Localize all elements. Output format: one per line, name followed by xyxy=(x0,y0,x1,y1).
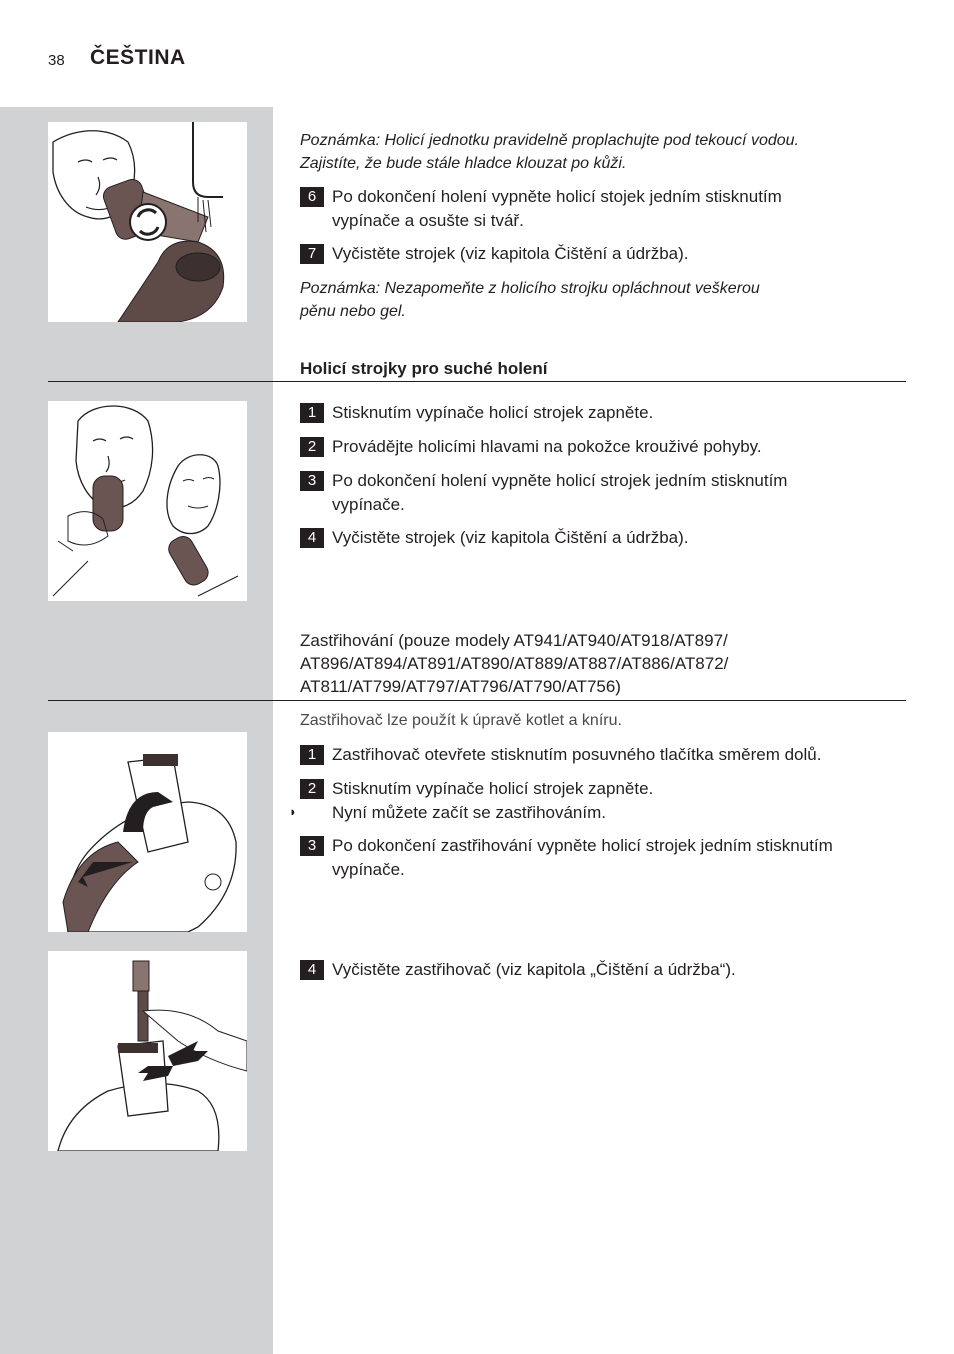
trim-step-3 xyxy=(300,834,833,882)
page-number: 38 xyxy=(48,52,65,69)
heading-line: AT811/AT799/AT797/AT796/AT790/AT756) xyxy=(300,677,621,696)
dry-shave-illustration xyxy=(48,401,247,601)
step-number: 2 xyxy=(300,779,324,799)
divider xyxy=(48,700,906,701)
step-6 xyxy=(300,185,782,233)
step-7 xyxy=(300,242,689,266)
heading-line: AT896/AT894/AT891/AT890/AT889/AT887/AT886/AT872/ xyxy=(300,654,729,673)
step-text: Vyčistěte strojek (viz kapitola Čištění a údržba). xyxy=(332,244,689,263)
step-number: 1 xyxy=(300,403,324,423)
step-number: 1 xyxy=(300,745,324,765)
trim-step-2 xyxy=(300,777,653,825)
trimmer-open-illustration xyxy=(48,732,247,932)
rinse-illustration xyxy=(48,122,247,322)
note-line: Zajistíte, že bude stále hladce klouzat po kůži. xyxy=(300,155,627,172)
section-heading-dry: Holicí strojky pro suché holení xyxy=(300,359,548,378)
step-number: 2 xyxy=(300,437,324,457)
step-number: 7 xyxy=(300,244,324,264)
trimmer-intro: Zastřihovač lze použít k úpravě kotlet a kníru. xyxy=(300,712,622,729)
step-text: Stisknutím vypínače holicí strojek zapněte. xyxy=(332,779,654,798)
step-text: vypínače. xyxy=(332,860,405,879)
heading-line: Zastřihování (pouze modely AT941/AT940/AT918/AT897/ xyxy=(300,631,728,650)
step-text: Vyčistěte strojek (viz kapitola Čištění a údržba). xyxy=(332,528,689,547)
step-number: 3 xyxy=(300,836,324,856)
step-text: Po dokončení holení vypněte holicí stojek jedním stisknutím xyxy=(332,187,782,206)
step-number: 6 xyxy=(300,187,324,207)
note-line: Poznámka: Nezapomeňte z holicího strojku opláchnout veškerou xyxy=(300,280,760,297)
step-4 xyxy=(300,526,689,550)
step-text: Stisknutím vypínače holicí strojek zapněte. xyxy=(332,403,654,422)
result-bullet-icon: ◗ xyxy=(289,804,297,819)
note-rinse xyxy=(300,129,799,175)
image-pointer xyxy=(248,739,272,763)
note-foam xyxy=(300,277,760,323)
section-heading-trim xyxy=(300,629,728,698)
step-number: 4 xyxy=(300,528,324,548)
divider xyxy=(48,381,906,382)
language-title: ČEŠTINA xyxy=(90,46,186,69)
step-3 xyxy=(300,469,787,517)
step-text: Zastřihovač otevřete stisknutím posuvného tlačítka směrem dolů. xyxy=(332,745,822,764)
image-pointer xyxy=(248,436,272,460)
step-1 xyxy=(300,401,653,425)
trim-step-1 xyxy=(300,743,821,767)
step-text: Provádějte holicími hlavami na pokožce krouživé pohyby. xyxy=(332,437,762,456)
trimmer-clean-illustration xyxy=(48,951,247,1151)
image-pointer xyxy=(248,130,272,154)
trim-step-4 xyxy=(300,958,736,982)
note-line: pěnu nebo gel. xyxy=(300,303,406,320)
step-text: Po dokončení holení vypněte holicí strojek jedním stisknutím xyxy=(332,471,788,490)
step-text: vypínače. xyxy=(332,495,405,514)
step-text: Vyčistěte zastřihovač (viz kapitola „Čištění a údržba“). xyxy=(332,960,736,979)
step-result-text: Nyní můžete začít se zastřihováním. xyxy=(332,803,606,822)
step-number: 4 xyxy=(300,960,324,980)
step-2 xyxy=(300,435,762,459)
step-number: 3 xyxy=(300,471,324,491)
image-pointer xyxy=(248,958,272,982)
note-line: Poznámka: Holicí jednotku pravidelně proplachujte pod tekoucí vodou. xyxy=(300,132,799,149)
step-text: vypínače a osušte si tvář. xyxy=(332,211,524,230)
step-text: Po dokončení zastřihování vypněte holicí strojek jedním stisknutím xyxy=(332,836,833,855)
